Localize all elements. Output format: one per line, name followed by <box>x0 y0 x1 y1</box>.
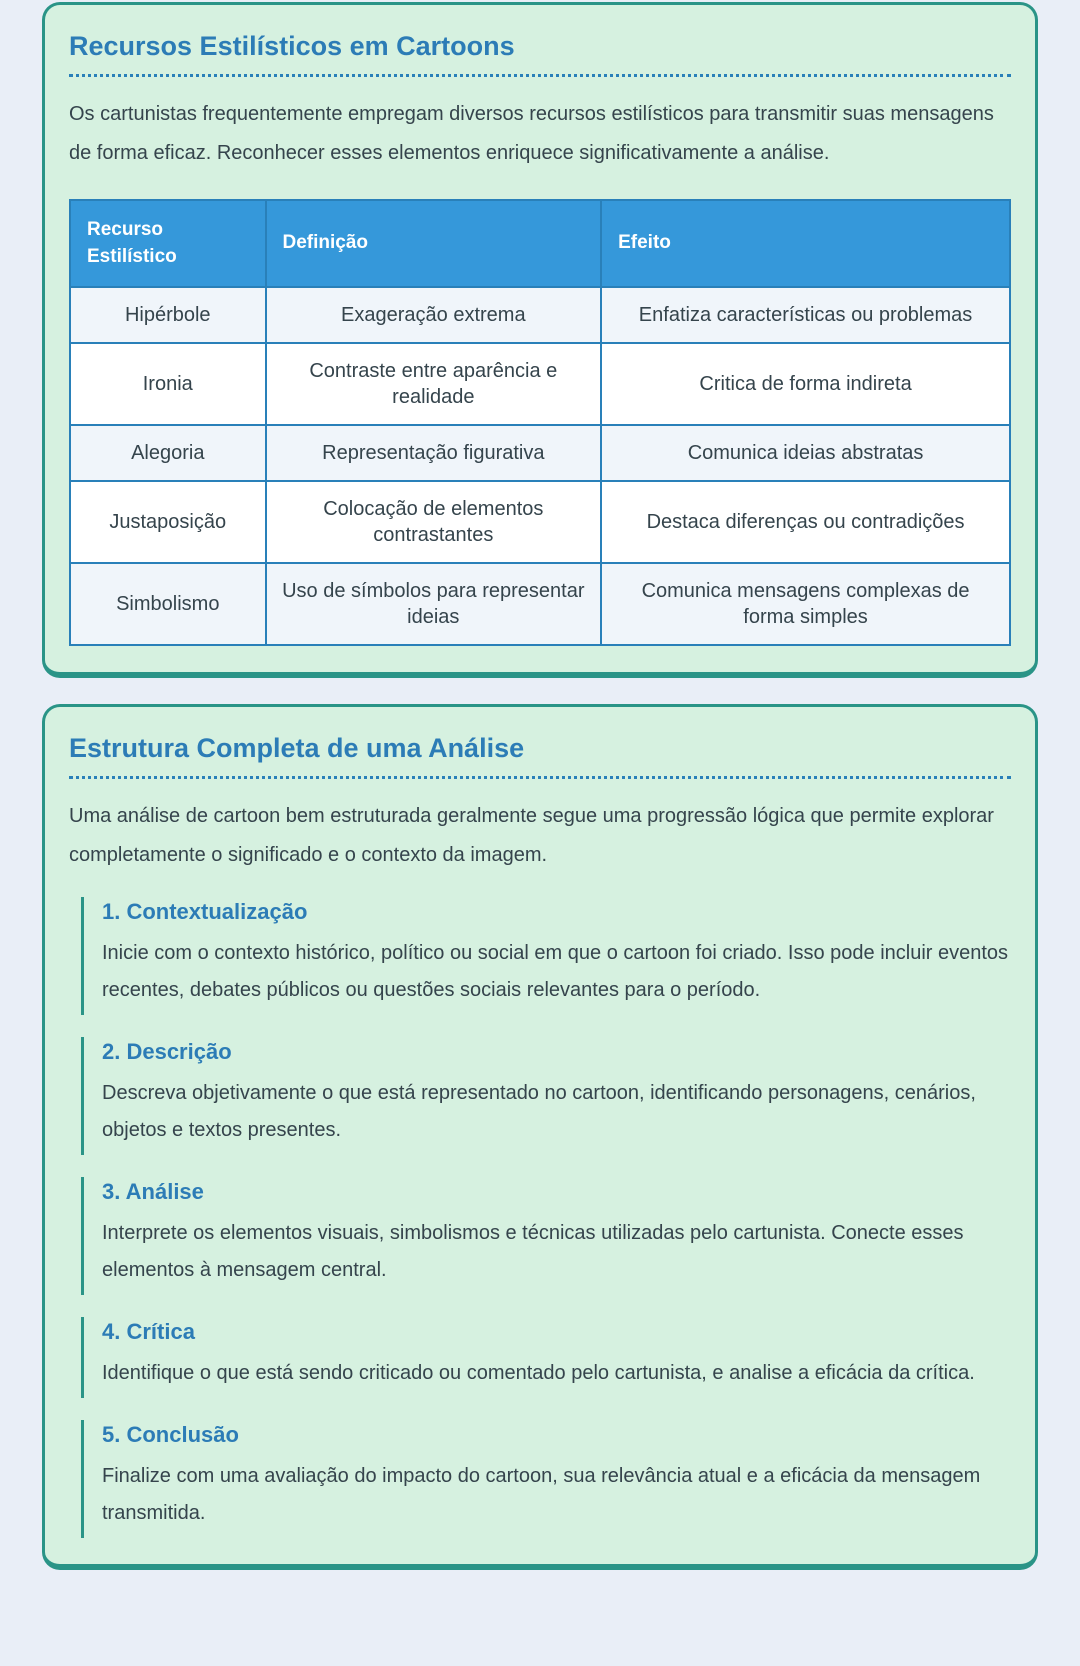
table-header-cell: Definição <box>266 200 602 287</box>
table-cell: Justaposição <box>70 481 266 563</box>
step-heading: 2. Descrição <box>102 1039 232 1065</box>
analysis-step <box>81 1420 1011 1538</box>
analysis-steps-list <box>69 897 1011 1538</box>
step-text: Descreva objetivamente o que está representado no cartoon, identificando personagens, cenários, objetos e textos presentes. <box>102 1082 976 1142</box>
analysis-step <box>81 1317 1011 1398</box>
table-cell: Enfatiza características ou problemas <box>601 287 1010 343</box>
step-text: Finalize com uma avaliação do impacto do cartoon, sua relevância atual e a eficácia da mensagem transmitida. <box>102 1465 981 1525</box>
table-cell: Alegoria <box>70 425 266 481</box>
recursos-estilisticos-table <box>69 199 1011 646</box>
table-row <box>70 563 1010 645</box>
estrutura-card-intro: Uma análise de cartoon bem estruturada geralmente segue uma progressão lógica que permite explorar completamente o significado e o contexto da imagem. <box>69 805 994 867</box>
table-cell: Exageração extrema <box>266 287 602 343</box>
analysis-step <box>81 1037 1011 1155</box>
table-cell: Simbolismo <box>70 563 266 645</box>
table-cell: Critica de forma indireta <box>601 343 1010 425</box>
step-heading: 3. Análise <box>102 1179 204 1205</box>
table-header <box>70 200 1010 287</box>
table-row <box>70 287 1010 343</box>
table-cell: Colocação de elementos contrastantes <box>266 481 602 563</box>
step-text: Interprete os elementos visuais, simbolismos e técnicas utilizadas pelo cartunista. Conecte esses elementos à mensagem central. <box>102 1222 964 1282</box>
step-heading: 1. Contextualização <box>102 899 308 925</box>
table-cell: Destaca diferenças ou contradições <box>601 481 1010 563</box>
table-row <box>70 481 1010 563</box>
table-row <box>70 343 1010 425</box>
recursos-card-intro: Os cartunistas frequentemente empregam diversos recursos estilísticos para transmitir suas mensagens de forma eficaz. Reconhecer esses elementos enriquece significativamente a análise. <box>69 103 994 164</box>
table-cell: Ironia <box>70 343 266 425</box>
step-text: Inicie com o contexto histórico, político ou social em que o cartoon foi criado. Isso pode incluir eventos recentes, debates públicos ou questões sociais relevantes para o período. <box>102 942 1009 1002</box>
table-header-row <box>70 200 1010 287</box>
table-cell: Contraste entre aparência e realidade <box>266 343 602 425</box>
table-cell: Representação figurativa <box>266 425 602 481</box>
table-header-cell: Recurso Estilístico <box>70 200 266 287</box>
table-header-cell: Efeito <box>601 200 1010 287</box>
table-body <box>70 287 1010 645</box>
recursos-card-title: Recursos Estilísticos em Cartoons <box>69 31 1011 77</box>
step-text: Identifique o que está sendo criticado ou comentado pelo cartunista, e analise a eficácia da crítica. <box>102 1362 975 1385</box>
analysis-step <box>81 897 1011 1015</box>
table-cell: Comunica ideias abstratas <box>601 425 1010 481</box>
card-recursos-estilisticos <box>42 2 1038 678</box>
estrutura-card-title: Estrutura Completa de uma Análise <box>69 733 1011 779</box>
step-heading: 4. Crítica <box>102 1319 195 1345</box>
table-cell: Uso de símbolos para representar ideias <box>266 563 602 645</box>
analysis-step <box>81 1177 1011 1295</box>
table-cell: Hipérbole <box>70 287 266 343</box>
card-estrutura-analise <box>42 704 1038 1570</box>
step-heading: 5. Conclusão <box>102 1422 239 1448</box>
table-row <box>70 425 1010 481</box>
table-cell: Comunica mensagens complexas de forma simples <box>601 563 1010 645</box>
